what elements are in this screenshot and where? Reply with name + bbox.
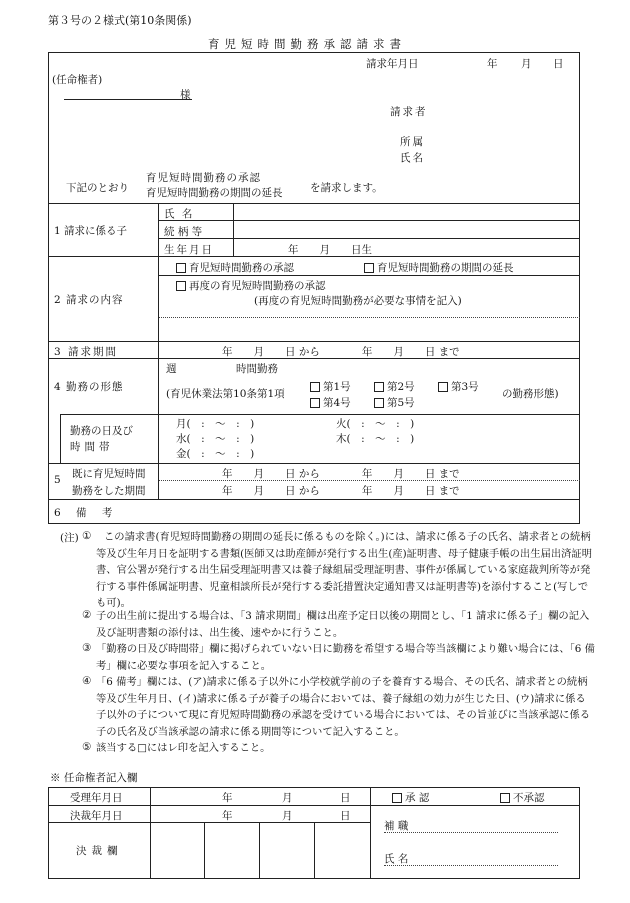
section4-n3[interactable]: 第3号: [438, 379, 479, 394]
checkbox[interactable]: [176, 281, 186, 291]
section5-label-1: 既に育児短時間: [72, 468, 146, 480]
work-days-label-2: 時間帯: [70, 441, 114, 453]
tuesday-hours[interactable]: 火( : ～ : ): [336, 418, 415, 430]
section6-label: 6 備 考: [54, 507, 119, 519]
wednesday-hours[interactable]: 水( : ～ : ): [176, 433, 255, 445]
note2-mark: ②: [82, 609, 92, 621]
section4-n5[interactable]: 第5号: [374, 395, 415, 410]
section4-n4[interactable]: 第4号: [310, 395, 351, 410]
child-relation-label: 続 柄 等: [164, 226, 203, 238]
notes-prefix: (注): [60, 532, 79, 544]
received-day[interactable]: 日: [340, 792, 351, 804]
date-day[interactable]: 日: [553, 58, 564, 70]
note4-mark: ④: [82, 675, 92, 687]
section1-label: 1 請求に係る子: [54, 225, 128, 237]
monday-hours[interactable]: 月( : ～ : ): [176, 418, 255, 430]
request-date-label: 請求年月日: [366, 58, 419, 70]
decided-month[interactable]: 月: [282, 810, 293, 822]
date-year[interactable]: 年: [487, 58, 498, 70]
thursday-hours[interactable]: 木( : ～ : ): [336, 433, 415, 445]
checkbox[interactable]: [310, 398, 320, 408]
section3-label: 3 請求期間: [54, 346, 119, 358]
intro-text: 下記のとおり: [66, 182, 129, 194]
decided-date-label: 決裁年月日: [70, 810, 123, 822]
child-name-label: 氏 名: [164, 208, 195, 220]
checkbox[interactable]: [374, 382, 384, 392]
section2-option-extension[interactable]: 育児短時間勤務の期間の延長: [364, 260, 514, 275]
authority-label: (任命権者): [52, 74, 103, 86]
section4-hours: 時間勤務: [236, 363, 278, 375]
authority-heading: ※ 任命権者記入欄: [50, 772, 138, 784]
child-birth-value[interactable]: 年 月 日生: [288, 244, 372, 256]
date-month[interactable]: 月: [521, 58, 532, 70]
checkbox[interactable]: [364, 263, 374, 273]
approval-label: 決裁欄: [76, 845, 123, 857]
option-approval[interactable]: 育児短時間勤務の承認: [146, 172, 261, 184]
work-days-label-1: 勤務の日及び: [70, 425, 133, 437]
request-suffix: を請求します。: [310, 182, 383, 194]
section2-option-reapproval[interactable]: 再度の育児短時間勤務の承認: [176, 278, 326, 293]
section2-reapproval-note: (再度の育児短時間勤務が必要な事情を記入): [254, 295, 462, 307]
section4-week: 週: [166, 363, 177, 375]
checkbox[interactable]: [176, 263, 186, 273]
note5-mark: ⑤: [82, 741, 92, 753]
friday-hours[interactable]: 金( : ～ : ): [176, 448, 255, 460]
note-5: 該当する□にはレ印を記入すること。: [96, 742, 271, 754]
signer-name-label: 氏 名: [384, 853, 409, 865]
section5-period-2[interactable]: 年 月 日 から 年 月 日 まで: [222, 485, 460, 497]
checkbox[interactable]: [438, 382, 448, 392]
checkbox[interactable]: [374, 398, 384, 408]
section5-period-1[interactable]: 年 月 日 から 年 月 日 まで: [222, 468, 460, 480]
note-3: 「勤務の日及び時間帯」欄に掲げられていない日に勤務を希望する場合等当該欄により難い場合には、「6 備考」欄に必要な事項を記入すること。: [96, 643, 595, 672]
received-date-label: 受理年月日: [70, 792, 123, 804]
section5-label-2: 勤務をした期間: [72, 485, 146, 497]
section4-n1[interactable]: 第1号: [310, 379, 351, 394]
section4-label: 4 勤務の形態: [54, 381, 124, 393]
note-2: 子の出生前に提出する場合は、「3 請求期間」欄は出産予定日以後の期間とし、「1 請求に係る子」欄の記入及び証明書類の添付は、出生後、速やかに行うこと。: [96, 610, 590, 639]
section5-number: 5: [54, 474, 61, 486]
affiliation-label: 所属: [400, 136, 425, 148]
checkbox[interactable]: [500, 793, 510, 803]
assistant-label: 補 職: [384, 820, 409, 832]
requester-label: 請求者: [390, 106, 428, 118]
note3-mark: ③: [82, 642, 92, 654]
authority-name-line[interactable]: [64, 99, 192, 100]
honorific: 様: [180, 89, 191, 101]
decided-year[interactable]: 年: [222, 810, 233, 822]
page-title: 育児短時間勤務承認請求書: [208, 37, 406, 51]
form-number: 第３号の２様式(第10条関係): [48, 14, 192, 27]
approve-option[interactable]: 承 認: [392, 790, 429, 805]
received-month[interactable]: 月: [282, 792, 293, 804]
section4-suffix: の勤務形態): [502, 388, 559, 400]
received-year[interactable]: 年: [222, 792, 233, 804]
section4-n2[interactable]: 第2号: [374, 379, 415, 394]
section4-law: (育児休業法第10条第1項: [166, 388, 285, 400]
note-4: 「6 備考」欄には、(ア)請求に係る子以外に小学校就学前の子を養育する場合、その氏名、請求者との続柄等及び生年月日、(イ)請求に係る子が養子の場合においては、養子縁組の効力が生じた日、(ウ)請求に係る子以外の子について現に育児短時間勤務の承認を受けている場合においては、その旨並びに当該承認に係る子の氏名及び当該承認の請求に係る期間等について記入すること。: [96, 676, 591, 738]
section2-option-approval[interactable]: 育児短時間勤務の承認: [176, 260, 294, 275]
disapprove-option[interactable]: 不承認: [500, 790, 545, 805]
section2-label: 2 請求の内容: [54, 294, 124, 306]
decided-day[interactable]: 日: [340, 810, 351, 822]
checkbox[interactable]: [392, 793, 402, 803]
name-label: 氏名: [400, 152, 425, 164]
checkbox[interactable]: [310, 382, 320, 392]
section3-period[interactable]: 年 月 日 から 年 月 日 まで: [222, 346, 460, 358]
note1-mark: ①: [82, 530, 92, 542]
option-extension[interactable]: 育児短時間勤務の期間の延長: [146, 187, 283, 199]
child-birth-label: 生年月日: [164, 244, 214, 256]
note-1: この請求書(育児短時間勤務の期間の延長に係るものを除く。)には、請求に係る子の氏名、請求者との続柄等及び生年月日を証明する書類(医師又は助産師が発行する出生(産)証明書、母子健康手帳の出生届出済証明書、官公署が発行する出生届受理証明書又は養子縁組届受理証明書、事件が係属している家庭裁判所等が発行する事件係属証明書、児童相談所長が発行する委託措置決定通知書又は証明書等)を添付すること(写しでも可)。: [96, 531, 593, 609]
